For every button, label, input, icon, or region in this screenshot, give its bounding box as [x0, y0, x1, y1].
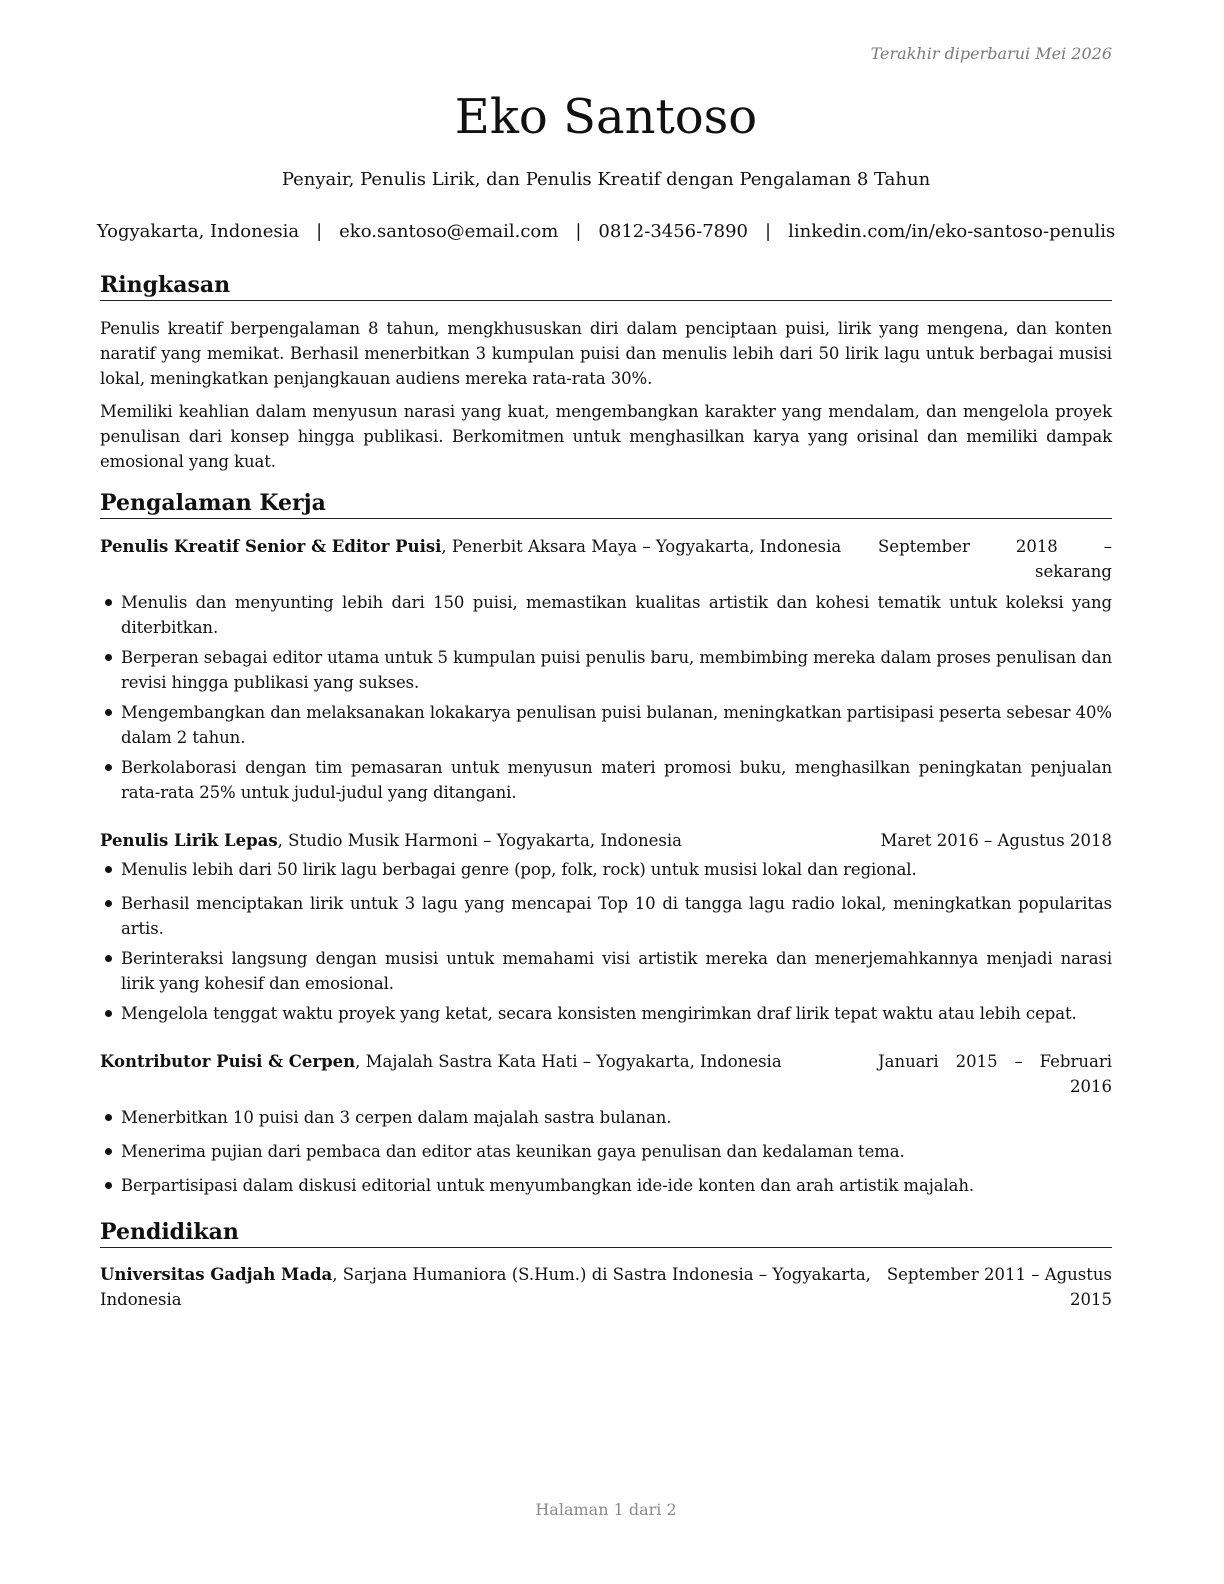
person-name: Eko Santoso [454, 89, 758, 145]
list-item: Berpartisipasi dalam diskusi editorial untuk menyumbangkan ide-ide konten dan arah artistik majalah. [100, 1173, 1112, 1198]
job-role: Kontributor Puisi & Cerpen [100, 1052, 356, 1071]
job-role: Penulis Lirik Lepas [100, 831, 278, 850]
summary-paragraph: Penulis kreatif berpengalaman 8 tahun, mengkhususkan diri dalam penciptaan puisi, lirik yang mengena, dan konten naratif yang memikat. Berhasil menerbitkan 3 kumpulan puisi dan menulis lebih dari 50 lirik lagu untuk berbagai musisi lokal, meningkatkan penjangkauan audiens mereka rata-rata 30%. [100, 319, 1112, 388]
list-item: Berkolaborasi dengan tim pemasaran untuk menyusun materi promosi buku, menghasilkan peningkatan penjualan rata-rata 25% untuk judul-judul yang ditangani. [100, 755, 1112, 805]
summary-section [100, 271, 1112, 474]
job-role: Penulis Kreatif Senior & Editor Puisi [100, 537, 442, 556]
contact-linkedin[interactable]: linkedin.com/in/eko-santoso-penulis [788, 221, 1116, 242]
list-item: Mengembangkan dan melaksanakan lokakarya penulisan puisi bulanan, meningkatkan partisipasi peserta sebesar 40% dalam 2 tahun. [100, 700, 1112, 750]
education-section [100, 1218, 1112, 1312]
job-entry [100, 828, 1112, 1026]
summary-paragraph: Memiliki keahlian dalam menyusun narasi yang kuat, mengembangkan karakter yang mendalam, dan mengelola proyek penulisan dari konsep hingga publikasi. Berkomitmen untuk menghasilkan karya yang orisinal dan memiliki dampak emosional yang kuat. [100, 402, 1112, 471]
job-bullets [100, 857, 1112, 1026]
education-school: Universitas Gadjah Mada [100, 1265, 333, 1284]
contact-line [96, 219, 1116, 245]
education-entry [100, 1262, 1112, 1312]
job-company: , Penerbit Aksara Maya – Yogyakarta, Indonesia [441, 537, 842, 556]
experience-section [100, 489, 1112, 1198]
contact-separator: | [765, 221, 772, 242]
job-entry [100, 1049, 1112, 1198]
list-item: Menulis dan menyunting lebih dari 150 puisi, memastikan kualitas artistik dan kohesi tematik untuk koleksi yang diterbitkan. [100, 590, 1112, 640]
job-header [100, 828, 1112, 853]
list-item: Berinteraksi langsung dengan musisi untuk memahami visi artistik mereka dan menerjemahkannya menjadi narasi lirik yang kohesif dan emosional. [100, 946, 1112, 996]
education-title: Pendidikan [100, 1218, 1112, 1248]
job-dates: Maret 2016 – Agustus 2018 [880, 831, 1112, 850]
list-item: Menerima pujian dari pembaca dan editor atas keunikan gaya penulisan dan kedalaman tema. [100, 1139, 1112, 1164]
job-entry [100, 534, 1112, 805]
list-item: Menulis lebih dari 50 lirik lagu berbagai genre (pop, folk, rock) untuk musisi lokal dan regional. [100, 857, 1112, 882]
job-company: , Studio Musik Harmoni – Yogyakarta, Indonesia [277, 831, 682, 850]
job-company: , Majalah Sastra Kata Hati – Yogyakarta, Indonesia [355, 1052, 782, 1071]
resume-page [96, 0, 1116, 1584]
contact-separator: | [316, 221, 323, 242]
experience-title: Pengalaman Kerja [100, 489, 1112, 519]
list-item: Berperan sebagai editor utama untuk 5 kumpulan puisi penulis baru, membimbing mereka dalam proses penulisan dan revisi hingga publikasi yang sukses. [100, 645, 1112, 695]
last-updated: Terakhir diperbarui Mei 2026 [870, 44, 1112, 63]
page-number: Halaman 1 dari 2 [535, 1500, 677, 1519]
list-item: Mengelola tenggat waktu proyek yang ketat, secara konsisten mengirimkan draf lirik tepat waktu atau lebih cepat. [100, 1001, 1112, 1026]
contact-phone: 0812-3456-7890 [598, 221, 749, 242]
contact-location: Yogyakarta, Indonesia [96, 221, 300, 242]
education-detail: , Sarjana Humaniora (S.Hum.) di Sastra Indonesia – Yogyakarta, Indonesia [100, 1265, 871, 1309]
contact-email[interactable]: eko.santoso@email.com [339, 221, 559, 242]
list-item: Menerbitkan 10 puisi dan 3 cerpen dalam majalah sastra bulanan. [100, 1105, 1112, 1130]
list-item: Berhasil menciptakan lirik untuk 3 lagu yang mencapai Top 10 di tangga lagu radio lokal, meningkatkan popularitas artis. [100, 891, 1112, 941]
job-header [100, 1049, 1112, 1099]
job-bullets [100, 1105, 1112, 1198]
job-header [100, 534, 1112, 584]
education-dates: September 2011 – Agustus 2015 [886, 1265, 1112, 1309]
tagline: Penyair, Penulis Lirik, dan Penulis Kreatif dengan Pengalaman 8 Tahun [281, 169, 931, 190]
job-dates: September 2018 – sekarang [878, 537, 1112, 581]
summary-title: Ringkasan [100, 271, 1112, 301]
contact-separator: | [575, 221, 582, 242]
job-bullets [100, 590, 1112, 805]
job-dates: Januari 2015 – Februari 2016 [878, 1052, 1112, 1096]
